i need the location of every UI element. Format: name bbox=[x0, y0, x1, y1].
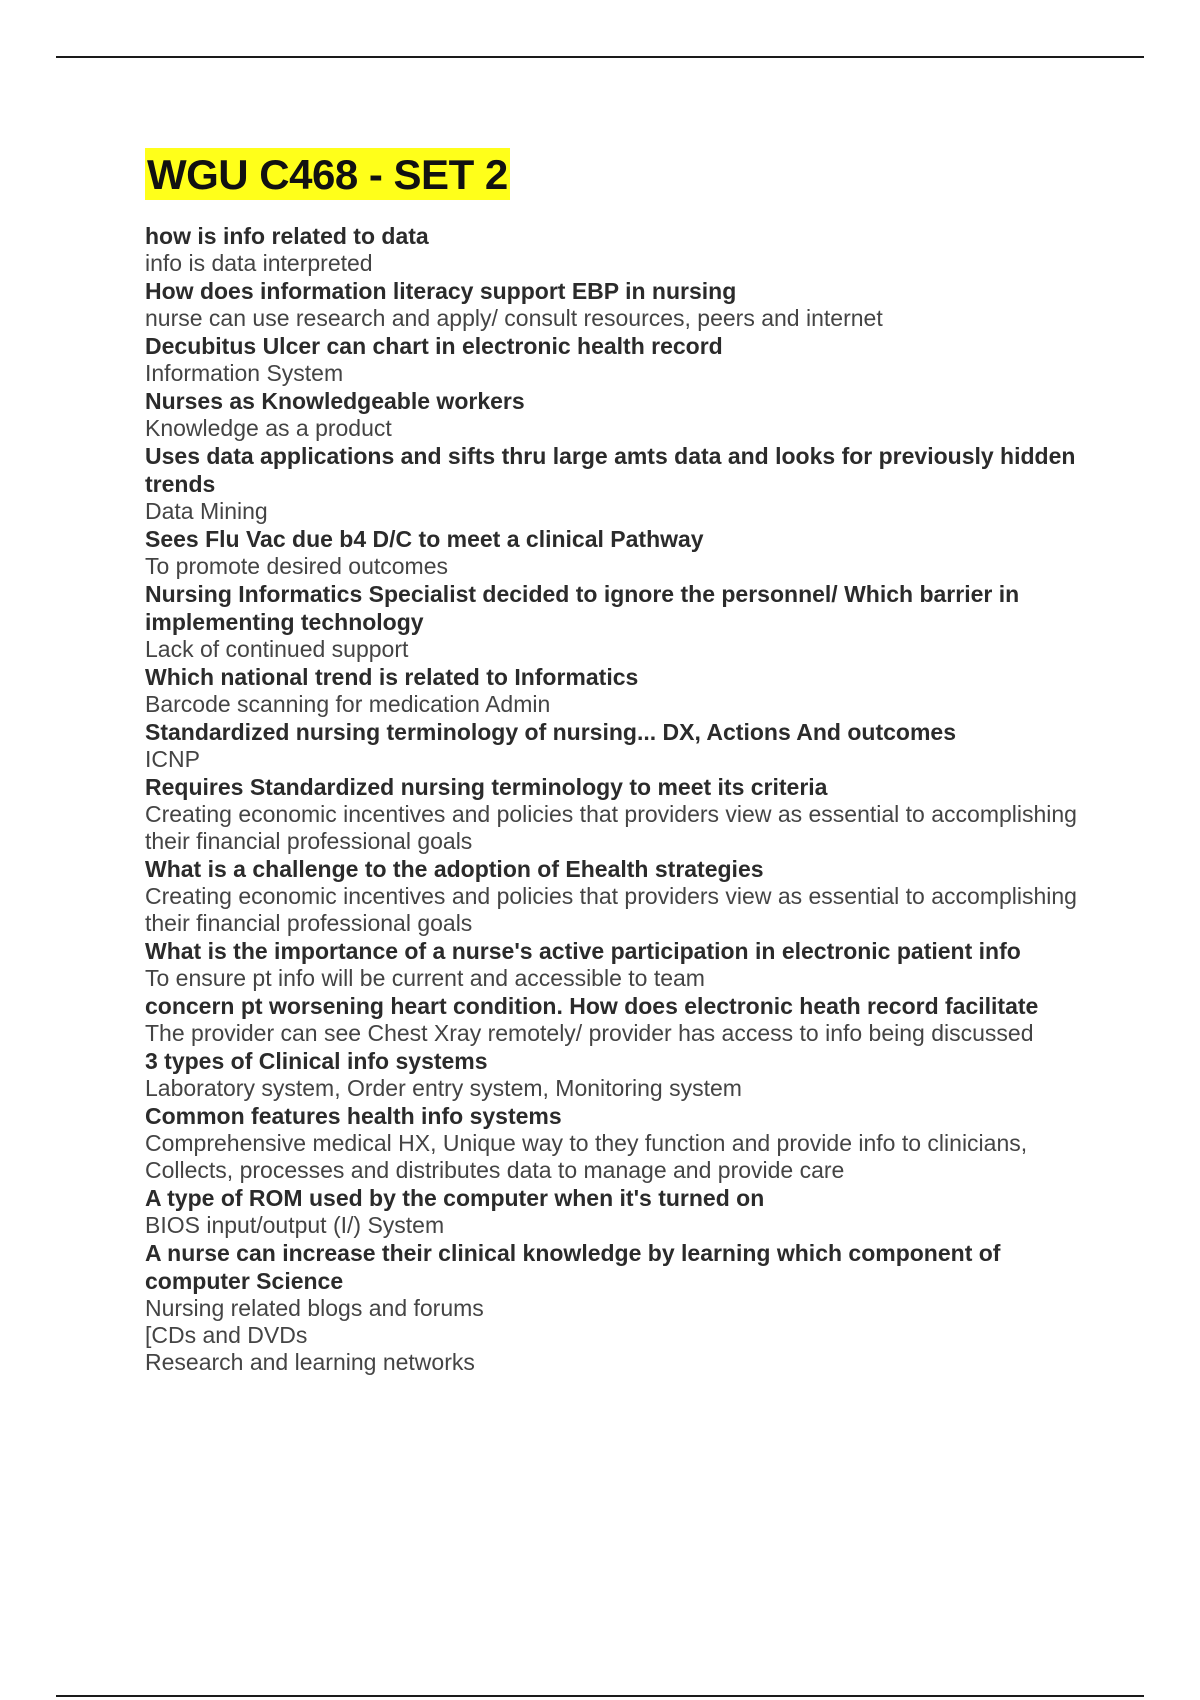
answer-text: nurse can use research and apply/ consult resources, peers and internet bbox=[145, 305, 883, 331]
answer-text: Knowledge as a product bbox=[145, 415, 392, 441]
answer-text: To promote desired outcomes bbox=[145, 553, 448, 579]
question-text: A type of ROM used by the computer when it's turned on bbox=[145, 1185, 765, 1211]
question-text: Uses data applications and sifts thru large amts data and looks for previously hidden trends bbox=[145, 443, 1076, 497]
answer-text: Nursing related blogs and forums bbox=[145, 1295, 484, 1321]
answer-text: Information System bbox=[145, 360, 344, 386]
question-text: Common features health info systems bbox=[145, 1103, 562, 1129]
question-text: 3 types of Clinical info systems bbox=[145, 1048, 488, 1074]
answer-text: The provider can see Chest Xray remotely/ provider has access to info being discussed bbox=[145, 1020, 1034, 1046]
answer-text: To ensure pt info will be current and accessible to team bbox=[145, 965, 705, 991]
answer-text: Lack of continued support bbox=[145, 636, 409, 662]
top-divider bbox=[56, 56, 1144, 58]
question-text: Standardized nursing terminology of nursing... DX, Actions And outcomes bbox=[145, 719, 957, 745]
question-text: concern pt worsening heart condition. How does electronic heath record facilitate bbox=[145, 993, 1039, 1019]
question-text: A nurse can increase their clinical knowledge by learning which component of computer Science bbox=[145, 1240, 1001, 1294]
question-text: Nursing Informatics Specialist decided to ignore the personnel/ Which barrier in implementing technology bbox=[145, 581, 1020, 635]
question-text: Sees Flu Vac due b4 D/C to meet a clinical Pathway bbox=[145, 526, 704, 552]
document-title: WGU C468 - SET 2 bbox=[145, 148, 510, 200]
answer-text: Data Mining bbox=[145, 498, 268, 524]
answer-text: Research and learning networks bbox=[145, 1349, 475, 1375]
answer-text: BIOS input/output (I/) System bbox=[145, 1212, 445, 1238]
document-body bbox=[145, 148, 1105, 1376]
answer-text: Comprehensive medical HX, Unique way to they function and provide info to clinicians, Collects, processes and distributes data to manage and provide care bbox=[145, 1130, 1028, 1183]
answer-text: Laboratory system, Order entry system, Monitoring system bbox=[145, 1075, 742, 1101]
question-text: Decubitus Ulcer can chart in electronic health record bbox=[145, 333, 723, 359]
question-text: Nurses as Knowledgeable workers bbox=[145, 388, 525, 414]
question-text: How does information literacy support EBP in nursing bbox=[145, 278, 737, 304]
answer-text: [CDs and DVDs bbox=[145, 1322, 308, 1348]
qa-list bbox=[145, 222, 1105, 1376]
question-text: how is info related to data bbox=[145, 223, 429, 249]
question-text: What is the importance of a nurse's active participation in electronic patient info bbox=[145, 938, 1021, 964]
answer-text: Creating economic incentives and policies that providers view as essential to accomplishing their financial professional goals bbox=[145, 883, 1077, 936]
answer-text: info is data interpreted bbox=[145, 250, 373, 276]
answer-text: ICNP bbox=[145, 746, 200, 772]
question-text: What is a challenge to the adoption of Ehealth strategies bbox=[145, 856, 764, 882]
question-text: Requires Standardized nursing terminology to meet its criteria bbox=[145, 774, 828, 800]
answer-text: Barcode scanning for medication Admin bbox=[145, 691, 551, 717]
answer-text: Creating economic incentives and policies that providers view as essential to accomplishing their financial professional goals bbox=[145, 801, 1077, 854]
question-text: Which national trend is related to Informatics bbox=[145, 664, 639, 690]
bottom-divider bbox=[56, 1695, 1144, 1697]
